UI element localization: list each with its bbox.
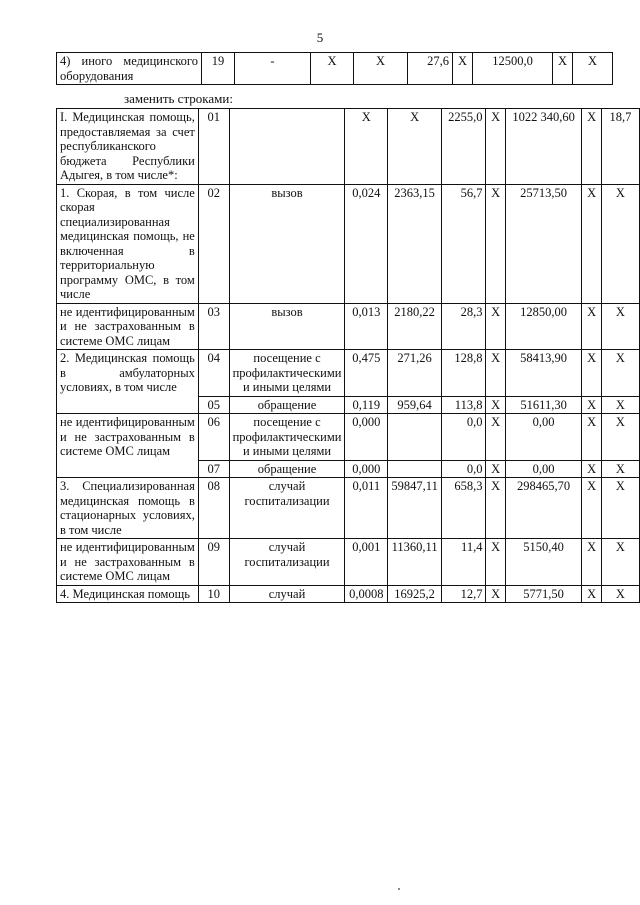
table-row xyxy=(57,184,640,303)
cell-value: X xyxy=(486,109,505,185)
cell-value: 51611,30 xyxy=(505,396,582,414)
table-row xyxy=(57,539,640,586)
row-unit: вызов xyxy=(229,303,345,350)
cell-value: X xyxy=(354,53,408,85)
cell-value: 5771,50 xyxy=(505,585,582,603)
cell-value: 2363,15 xyxy=(388,184,442,303)
row-unit xyxy=(229,109,345,185)
cell-value: X xyxy=(582,539,601,586)
cell-value: X xyxy=(486,478,505,539)
cell-value: X xyxy=(582,303,601,350)
row-name: 3. Специализированная медицинская помощь в стационарных условиях, в том числе xyxy=(57,478,199,539)
row-name: не идентифицированным и не застрахованным в системе ОМС лицам xyxy=(57,303,199,350)
table-row xyxy=(57,585,640,603)
row-number: 05 xyxy=(198,396,229,414)
cell-value: 0,119 xyxy=(345,396,388,414)
row-number: 19 xyxy=(202,53,235,85)
replace-text: заменить строками: xyxy=(124,91,233,106)
row-name: 2. Медицинская помощь в амбулаторных условиях, в том числе xyxy=(57,350,199,414)
cell-value: 0,0 xyxy=(442,460,486,478)
row-name: 1. Скорая, в том числе скорая специализированная медицинская помощь, не включенная в территориальную программу ОМС, в том числе xyxy=(57,184,199,303)
cell-value: 12500,0 xyxy=(473,53,553,85)
cell-value: 2180,22 xyxy=(388,303,442,350)
row-number: 09 xyxy=(198,539,229,586)
cell-value: X xyxy=(582,396,601,414)
cell-value: 0,013 xyxy=(345,303,388,350)
row-number: 03 xyxy=(198,303,229,350)
row-unit: случай xyxy=(229,585,345,603)
cell-value: X xyxy=(582,350,601,397)
cell-value: X xyxy=(486,350,505,397)
table-row xyxy=(57,303,640,350)
cell-value: 11,4 xyxy=(442,539,486,586)
row-number: 04 xyxy=(198,350,229,397)
cell-value: 658,3 xyxy=(442,478,486,539)
row-unit: посещение с профилактическими и иными целями xyxy=(229,414,345,461)
table-row xyxy=(57,109,640,185)
cell-value: X xyxy=(486,396,505,414)
cell-value: 11360,11 xyxy=(388,539,442,586)
cell-value: 16925,2 xyxy=(388,585,442,603)
row-number: 10 xyxy=(198,585,229,603)
cell-value: X xyxy=(601,184,639,303)
cell-value xyxy=(388,460,442,478)
cell-value: X xyxy=(311,53,354,85)
cell-value: X xyxy=(582,460,601,478)
row-number: 01 xyxy=(198,109,229,185)
row-unit: вызов xyxy=(229,184,345,303)
row-name: I. Медицинская помощь, предоставляемая за счет республиканского бюджета Республики Адыгея, в том числе*: xyxy=(57,109,199,185)
cell-value: X xyxy=(345,109,388,185)
cell-value: 0,000 xyxy=(345,414,388,461)
table-row xyxy=(57,414,640,461)
cell-value: X xyxy=(582,109,601,185)
cell-value: 959,64 xyxy=(388,396,442,414)
cell-value: X xyxy=(601,414,639,461)
cell-value: 128,8 xyxy=(442,350,486,397)
row-name: 4) иного медицинского оборудования xyxy=(57,53,202,85)
cell-value: X xyxy=(601,303,639,350)
cell-value: 0,024 xyxy=(345,184,388,303)
cell-value: X xyxy=(486,303,505,350)
row-name: не идентифицированным и не застрахованным в системе ОМС лицам xyxy=(57,539,199,586)
row-unit: посещение с профилактическими и иными целями xyxy=(229,350,345,397)
row-unit: обращение xyxy=(229,460,345,478)
top-table xyxy=(56,52,613,85)
cell-value xyxy=(388,414,442,461)
cell-value: X xyxy=(573,53,613,85)
row-unit: случай госпитализации xyxy=(229,539,345,586)
table-row xyxy=(57,53,613,85)
cell-value: 2255,0 xyxy=(442,109,486,185)
cell-value: 27,6 xyxy=(408,53,453,85)
cell-value: 271,26 xyxy=(388,350,442,397)
cell-value: X xyxy=(453,53,473,85)
cell-value: X xyxy=(601,478,639,539)
cell-value: 0,475 xyxy=(345,350,388,397)
cell-value: 298465,70 xyxy=(505,478,582,539)
cell-value: X xyxy=(582,478,601,539)
cell-value: X xyxy=(601,460,639,478)
row-unit: обращение xyxy=(229,396,345,414)
cell-value: 25713,50 xyxy=(505,184,582,303)
cell-value: X xyxy=(582,414,601,461)
cell-value: 0,00 xyxy=(505,460,582,478)
row-number: 08 xyxy=(198,478,229,539)
row-name: не идентифицированным и не застрахованным в системе ОМС лицам xyxy=(57,414,199,478)
cell-value: X xyxy=(582,184,601,303)
row-number: 02 xyxy=(198,184,229,303)
main-table xyxy=(56,108,640,603)
cell-value: 0,0008 xyxy=(345,585,388,603)
row-unit: - xyxy=(235,53,311,85)
cell-value: X xyxy=(601,350,639,397)
cell-value: 0,011 xyxy=(345,478,388,539)
cell-value: 5150,40 xyxy=(505,539,582,586)
cell-value: X xyxy=(486,460,505,478)
table-row xyxy=(57,350,640,397)
cell-value: X xyxy=(601,585,639,603)
page-number: 5 xyxy=(316,30,324,45)
row-name: 4. Медицинская помощь xyxy=(57,585,199,603)
row-number: 07 xyxy=(198,460,229,478)
cell-value: X xyxy=(486,585,505,603)
cell-value: 12850,00 xyxy=(505,303,582,350)
cell-value: X xyxy=(486,414,505,461)
cell-value: 0,0 xyxy=(442,414,486,461)
scan-speck xyxy=(398,888,400,890)
cell-value: X xyxy=(601,539,639,586)
cell-value: 56,7 xyxy=(442,184,486,303)
cell-value: 12,7 xyxy=(442,585,486,603)
cell-value: 59847,11 xyxy=(388,478,442,539)
cell-value: 0,000 xyxy=(345,460,388,478)
cell-value: 1022 340,60 xyxy=(505,109,582,185)
cell-value: X xyxy=(486,539,505,586)
cell-value: X xyxy=(388,109,442,185)
row-unit: случай госпитализации xyxy=(229,478,345,539)
cell-value: X xyxy=(486,184,505,303)
cell-value: X xyxy=(553,53,573,85)
table-row xyxy=(57,478,640,539)
cell-value: 58413,90 xyxy=(505,350,582,397)
cell-value: X xyxy=(582,585,601,603)
row-number: 06 xyxy=(198,414,229,461)
cell-value: X xyxy=(601,396,639,414)
cell-value: 0,001 xyxy=(345,539,388,586)
cell-value: 113,8 xyxy=(442,396,486,414)
cell-value: 28,3 xyxy=(442,303,486,350)
cell-value: 0,00 xyxy=(505,414,582,461)
cell-value: 18,7 xyxy=(601,109,639,185)
